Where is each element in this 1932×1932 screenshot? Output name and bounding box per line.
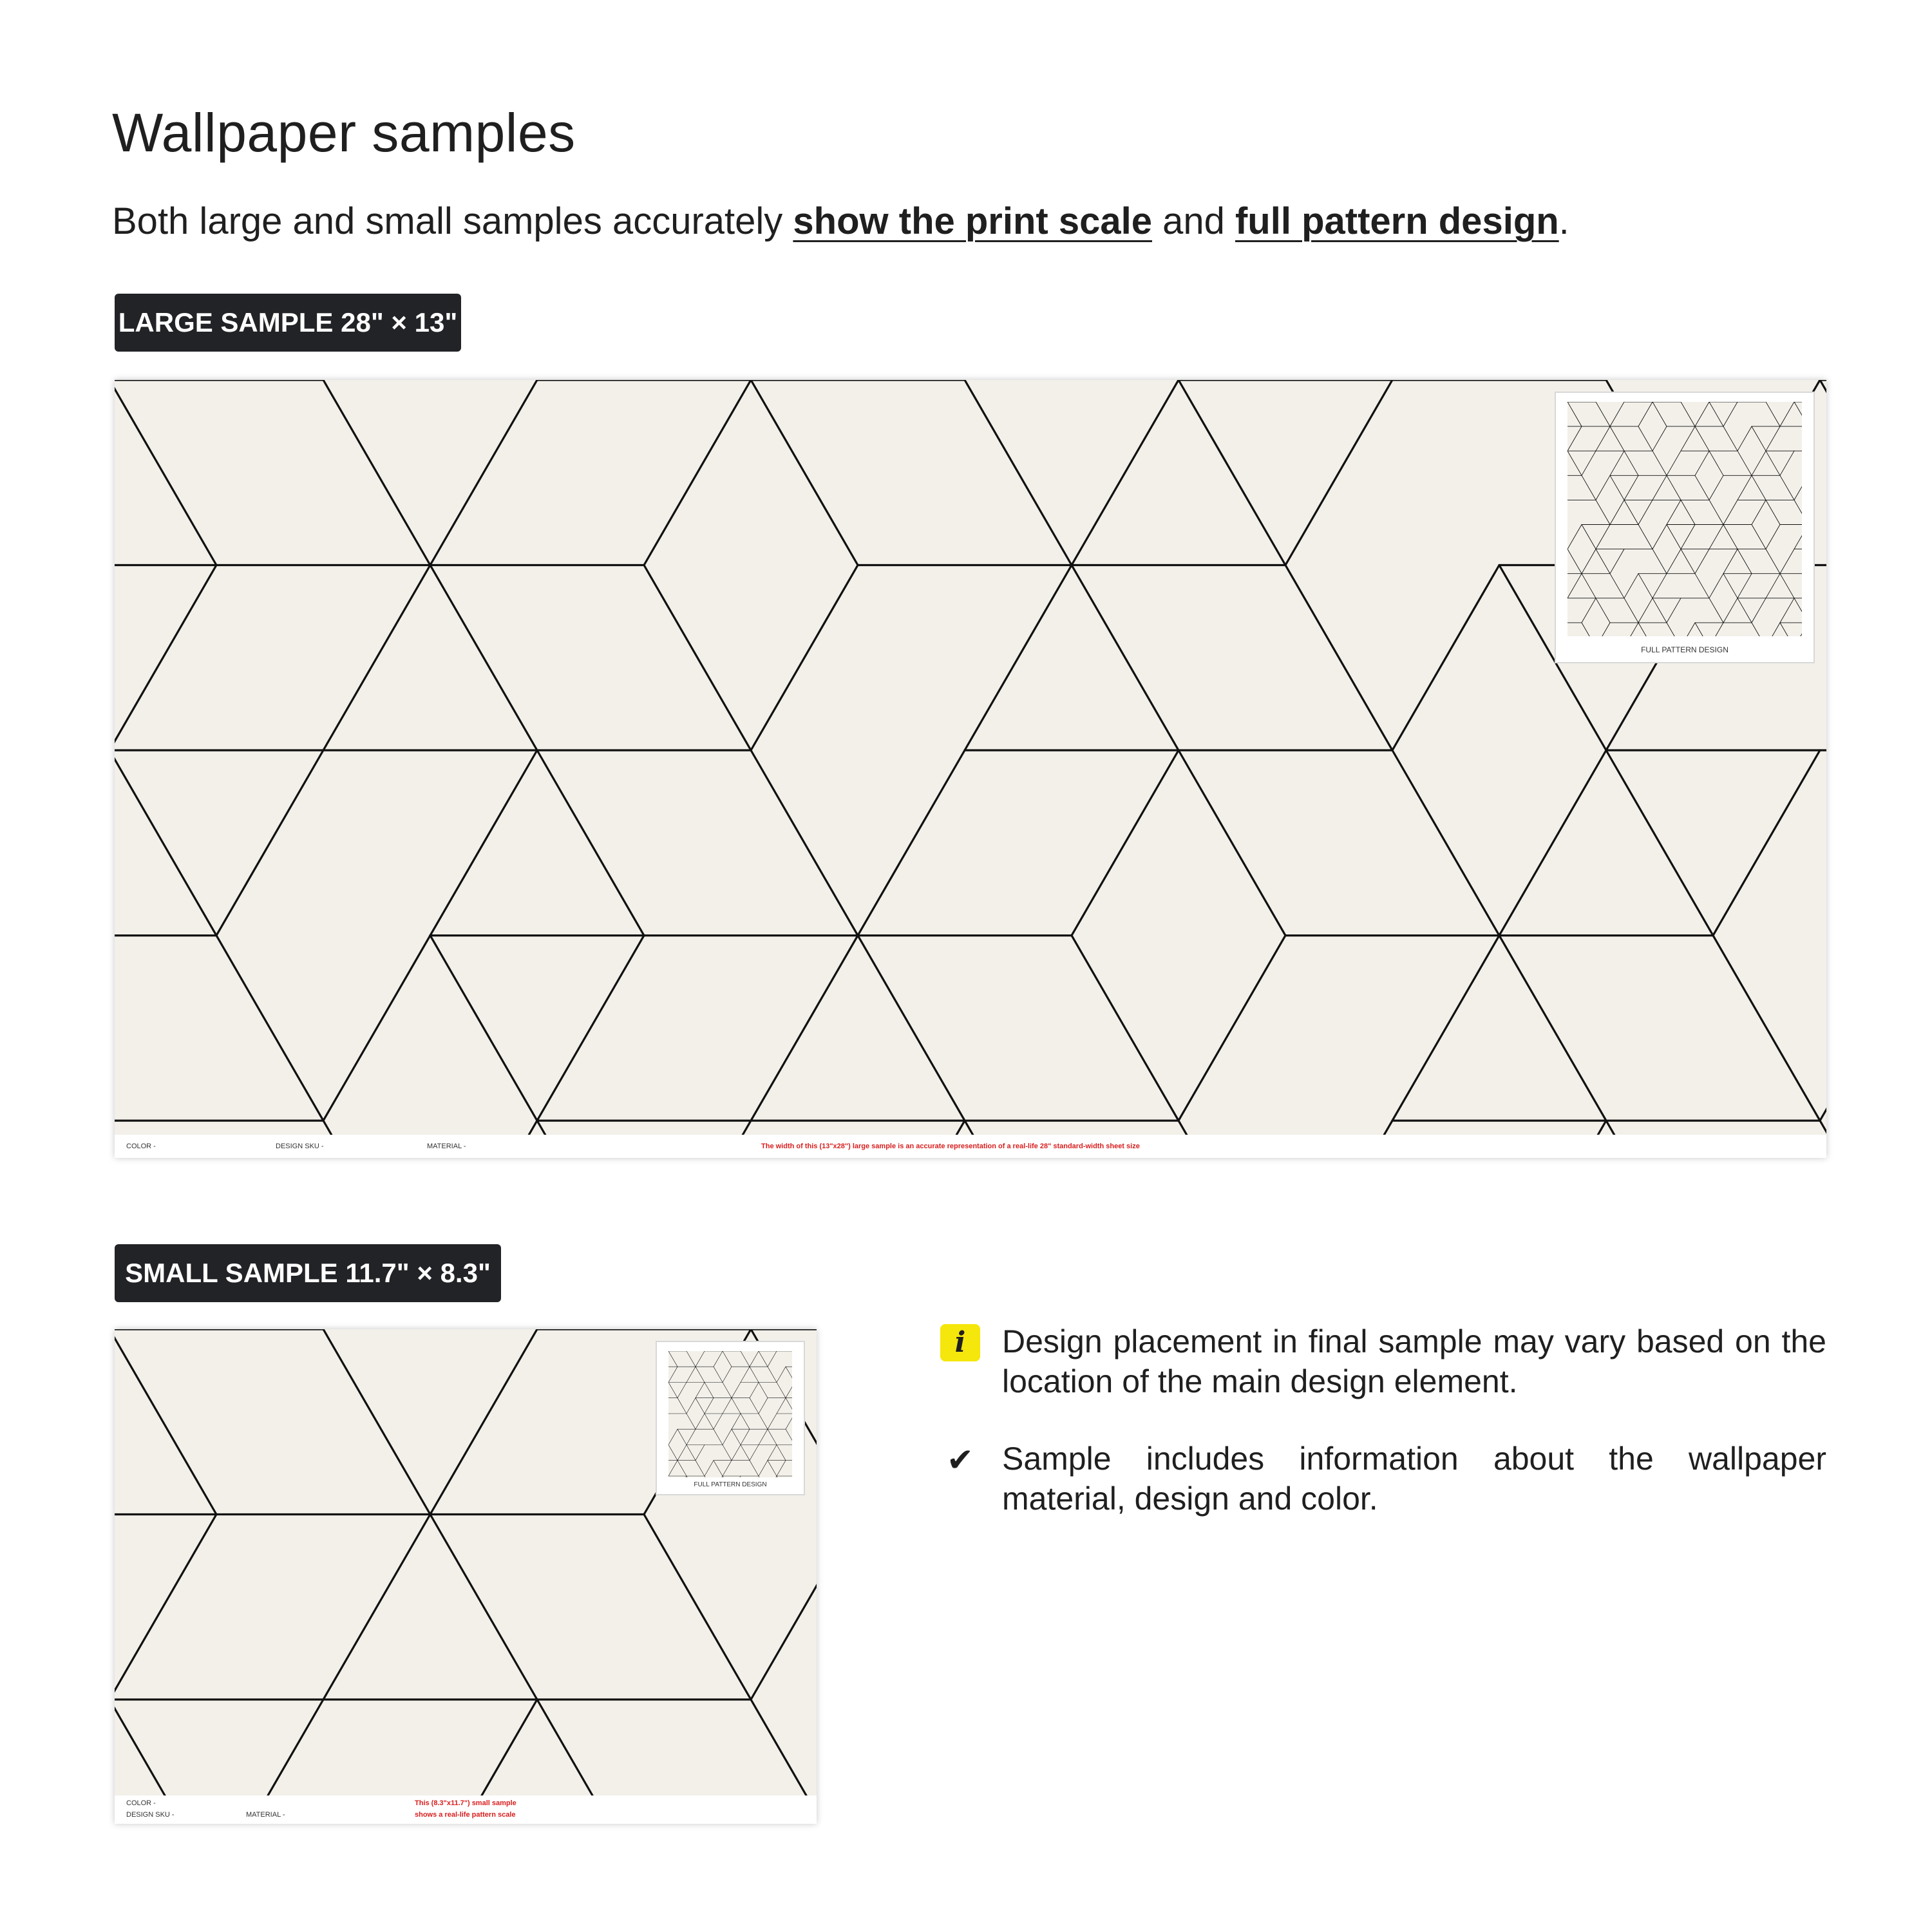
large-material-label: MATERIAL - bbox=[427, 1142, 466, 1150]
note-placement bbox=[940, 1321, 1826, 1401]
large-color-label: COLOR - bbox=[126, 1142, 156, 1150]
note-includes-info bbox=[940, 1439, 1826, 1519]
subtitle bbox=[112, 200, 1569, 243]
note-placement-text: Design placement in final sample may vary based on the location of the main design element. bbox=[1002, 1323, 1826, 1399]
large-full-pattern-inset bbox=[1555, 392, 1815, 663]
large-sku-label: DESIGN SKU - bbox=[276, 1142, 324, 1150]
large-sample-image bbox=[115, 380, 1826, 1158]
print-scale-link[interactable]: show the print scale bbox=[793, 200, 1152, 242]
note-includes-info-text: Sample includes information about the wallpaper material, design and color. bbox=[1002, 1441, 1826, 1517]
small-info-strip bbox=[115, 1795, 817, 1824]
small-inset-pattern bbox=[668, 1351, 792, 1477]
small-sample-image bbox=[115, 1329, 817, 1824]
checkmark-icon: ✔ bbox=[947, 1441, 974, 1479]
full-pattern-link[interactable]: full pattern design bbox=[1235, 200, 1559, 242]
info-icon: i bbox=[940, 1324, 980, 1361]
large-info-strip bbox=[115, 1135, 1826, 1158]
page-title: Wallpaper samples bbox=[112, 102, 576, 163]
small-full-pattern-inset bbox=[656, 1341, 805, 1495]
large-inset-label: FULL PATTERN DESIGN bbox=[1641, 645, 1728, 654]
small-inset-label: FULL PATTERN DESIGN bbox=[694, 1481, 767, 1488]
subtitle-text-start: Both large and small samples accurately bbox=[112, 200, 793, 242]
small-sample-badge: SMALL SAMPLE 11.7" × 8.3" bbox=[115, 1244, 501, 1302]
small-scale-note-line1: This (8.3"x11.7") small sample bbox=[415, 1799, 516, 1807]
small-sku-label: DESIGN SKU - bbox=[126, 1811, 175, 1819]
subtitle-text-mid: and bbox=[1151, 200, 1235, 242]
large-sample-badge: LARGE SAMPLE 28" × 13" bbox=[115, 294, 461, 352]
sample-notes bbox=[940, 1321, 1826, 1556]
small-scale-note-line2: shows a real-life pattern scale bbox=[415, 1811, 516, 1819]
small-color-label: COLOR - bbox=[126, 1799, 156, 1807]
large-inset-pattern bbox=[1567, 402, 1802, 636]
large-scale-note: The width of this (13"x28") large sample is an accurate representation of a real-life 28" standard-width sheet size bbox=[761, 1142, 1140, 1150]
small-material-label: MATERIAL - bbox=[246, 1811, 285, 1819]
subtitle-text-end: . bbox=[1558, 200, 1569, 242]
